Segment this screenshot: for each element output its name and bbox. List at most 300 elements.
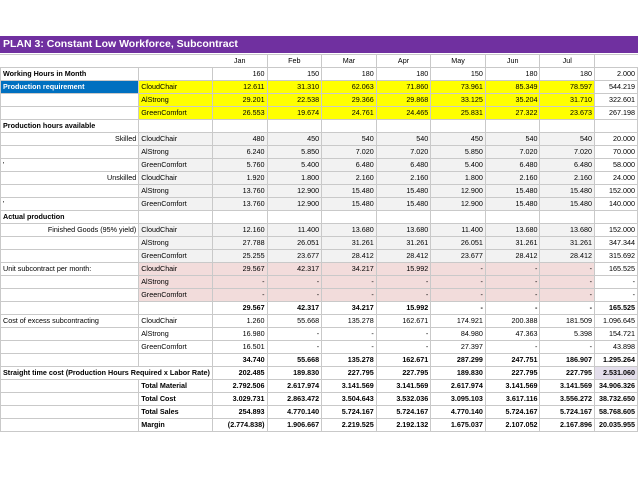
total-cell: 58.768.605 — [595, 406, 638, 419]
month-header: Jul — [540, 55, 595, 68]
month-value-cell: 3.095.103 — [431, 393, 486, 406]
total-cell: 58.000 — [595, 159, 638, 172]
row-label — [1, 185, 139, 198]
month-value-cell: 1.675.037 — [431, 419, 486, 432]
month-value-cell: 1.920 — [212, 172, 267, 185]
month-value-cell — [485, 211, 540, 224]
row-label: Production hours available — [1, 120, 139, 133]
month-value-cell: 33.125 — [431, 94, 486, 107]
product-label: AlStrong — [139, 146, 213, 159]
month-value-cell: 13.760 — [212, 198, 267, 211]
table-row — [1, 341, 638, 354]
month-value-cell: 13.680 — [322, 224, 377, 237]
total-cell: 43.898 — [595, 341, 638, 354]
table-row — [1, 302, 638, 315]
row-label — [1, 341, 139, 354]
month-value-cell: 28.412 — [540, 250, 595, 263]
month-value-cell: - — [322, 328, 377, 341]
month-value-cell: 2.219.525 — [322, 419, 377, 432]
month-value-cell — [431, 211, 486, 224]
table-row — [1, 68, 638, 81]
month-value-cell: 13.680 — [540, 224, 595, 237]
month-value-cell: - — [485, 302, 540, 315]
month-value-cell: - — [267, 341, 322, 354]
month-value-cell: 13.760 — [212, 185, 267, 198]
month-value-cell: 23.677 — [267, 250, 322, 263]
month-value-cell: 1.800 — [431, 172, 486, 185]
total-cell: 544.219 — [595, 81, 638, 94]
month-value-cell: 42.317 — [267, 302, 322, 315]
month-value-cell: 180 — [485, 68, 540, 81]
total-cell: 70.000 — [595, 146, 638, 159]
month-value-cell: 15.480 — [376, 198, 431, 211]
month-value-cell: 34.740 — [212, 354, 267, 367]
month-value-cell: 450 — [267, 133, 322, 146]
month-value-cell: 5.398 — [540, 328, 595, 341]
month-value-cell: 200.388 — [485, 315, 540, 328]
month-value-cell: 15.992 — [376, 263, 431, 276]
product-label: AlStrong — [139, 276, 213, 289]
month-value-cell: 3.141.569 — [485, 380, 540, 393]
total-cell: 165.525 — [595, 263, 638, 276]
month-value-cell: 2.792.506 — [212, 380, 267, 393]
table-row — [1, 120, 638, 133]
month-value-cell: - — [540, 276, 595, 289]
month-value-cell: 15.480 — [376, 185, 431, 198]
row-label: Unit subcontract per month: — [1, 263, 139, 276]
month-value-cell: 34.217 — [322, 302, 377, 315]
month-value-cell: 29.366 — [322, 94, 377, 107]
month-value-cell — [212, 211, 267, 224]
month-value-cell: 540 — [322, 133, 377, 146]
month-value-cell: 42.317 — [267, 263, 322, 276]
month-value-cell: 13.680 — [376, 224, 431, 237]
month-value-cell — [212, 120, 267, 133]
product-label — [139, 120, 213, 133]
month-value-cell: 24.465 — [376, 107, 431, 120]
month-value-cell: 150 — [267, 68, 322, 81]
row-label — [1, 419, 139, 432]
month-value-cell: 15.480 — [322, 185, 377, 198]
month-value-cell: 7.020 — [376, 146, 431, 159]
month-value-cell: 287.299 — [431, 354, 486, 367]
month-value-cell: 22.538 — [267, 94, 322, 107]
total-cell: 20.035.955 — [595, 419, 638, 432]
month-value-cell: 4.770.140 — [267, 406, 322, 419]
month-value-cell: 186.907 — [540, 354, 595, 367]
table-row — [1, 185, 638, 198]
month-value-cell: - — [376, 328, 431, 341]
product-label: GreenComfort — [139, 289, 213, 302]
month-value-cell: - — [540, 263, 595, 276]
product-label — [139, 211, 213, 224]
table-row — [1, 263, 638, 276]
month-value-cell: - — [267, 276, 322, 289]
month-value-cell: 7.020 — [322, 146, 377, 159]
month-value-cell: 227.795 — [485, 367, 540, 380]
product-label — [139, 354, 213, 367]
row-label — [1, 107, 139, 120]
month-value-cell: 3.532.036 — [376, 393, 431, 406]
total-cell — [595, 211, 638, 224]
month-value-cell: 2.160 — [540, 172, 595, 185]
month-value-cell: 78.597 — [540, 81, 595, 94]
month-value-cell: 15.480 — [540, 198, 595, 211]
month-value-cell: 247.751 — [485, 354, 540, 367]
month-value-cell: 5.724.167 — [485, 406, 540, 419]
table-row — [1, 367, 638, 380]
month-value-cell: 26.051 — [267, 237, 322, 250]
table-row — [1, 250, 638, 263]
month-value-cell: 27.322 — [485, 107, 540, 120]
month-value-cell: 31.261 — [540, 237, 595, 250]
product-label: Total Cost — [139, 393, 213, 406]
month-value-cell: 16.980 — [212, 328, 267, 341]
month-value-cell: 55.668 — [267, 354, 322, 367]
table-row — [1, 393, 638, 406]
month-value-cell: 47.363 — [485, 328, 540, 341]
month-value-cell: 85.349 — [485, 81, 540, 94]
sheet-title: PLAN 3: Constant Low Workforce, Subcontract — [0, 36, 638, 53]
month-value-cell: 6.480 — [322, 159, 377, 172]
total-cell: 152.000 — [595, 185, 638, 198]
row-label — [1, 237, 139, 250]
total-cell: 38.732.650 — [595, 393, 638, 406]
month-value-cell: 5.760 — [212, 159, 267, 172]
table-row — [1, 328, 638, 341]
total-cell: 20.000 — [595, 133, 638, 146]
month-value-cell: 12.611 — [212, 81, 267, 94]
month-value-cell: 162.671 — [376, 354, 431, 367]
row-label: Skilled — [1, 133, 139, 146]
row-label — [1, 380, 139, 393]
row-label — [1, 146, 139, 159]
month-value-cell: 6.240 — [212, 146, 267, 159]
month-value-cell: 19.674 — [267, 107, 322, 120]
month-value-cell: 2.167.896 — [540, 419, 595, 432]
total-cell: 2.531.060 — [595, 367, 638, 380]
month-value-cell: 73.961 — [431, 81, 486, 94]
month-value-cell: 3.141.569 — [322, 380, 377, 393]
month-value-cell: - — [540, 302, 595, 315]
month-value-cell: - — [212, 289, 267, 302]
product-label: GreenComfort — [139, 341, 213, 354]
month-value-cell: 55.668 — [267, 315, 322, 328]
month-value-cell: - — [540, 289, 595, 302]
month-value-cell: 84.980 — [431, 328, 486, 341]
month-value-cell: (2.774.838) — [212, 419, 267, 432]
month-value-cell: - — [322, 341, 377, 354]
month-value-cell — [267, 211, 322, 224]
month-value-cell: 7.020 — [540, 146, 595, 159]
month-value-cell: - — [485, 289, 540, 302]
month-value-cell: 29.567 — [212, 302, 267, 315]
month-value-cell: 227.795 — [540, 367, 595, 380]
row-label: Finished Goods (95% yield) — [1, 224, 139, 237]
month-value-cell: 5.724.167 — [540, 406, 595, 419]
month-value-cell: 29.868 — [376, 94, 431, 107]
total-cell: 267.198 — [595, 107, 638, 120]
month-value-cell: 29.567 — [212, 263, 267, 276]
month-value-cell: 180 — [540, 68, 595, 81]
month-value-cell: 34.217 — [322, 263, 377, 276]
row-label: Cost of excess subcontracting — [1, 315, 139, 328]
month-value-cell — [376, 120, 431, 133]
table-row — [1, 354, 638, 367]
total-cell: 165.525 — [595, 302, 638, 315]
month-value-cell: 181.509 — [540, 315, 595, 328]
month-value-cell: 28.412 — [322, 250, 377, 263]
month-value-cell: 2.107.052 — [485, 419, 540, 432]
product-label: CloudChair — [139, 81, 213, 94]
month-value-cell: - — [485, 341, 540, 354]
table-row — [1, 81, 638, 94]
product-label: CloudChair — [139, 133, 213, 146]
total-cell: 154.721 — [595, 328, 638, 341]
month-value-cell: 25.831 — [431, 107, 486, 120]
month-value-cell: 3.556.272 — [540, 393, 595, 406]
month-value-cell: 3.141.569 — [540, 380, 595, 393]
month-value-cell: - — [267, 328, 322, 341]
month-value-cell: 5.724.167 — [376, 406, 431, 419]
month-header: Apr — [376, 55, 431, 68]
month-value-cell: 15.480 — [540, 185, 595, 198]
month-value-cell: 135.278 — [322, 354, 377, 367]
month-value-cell: 62.063 — [322, 81, 377, 94]
month-value-cell: 12.900 — [267, 185, 322, 198]
month-value-cell: - — [212, 276, 267, 289]
month-value-cell: - — [485, 276, 540, 289]
month-value-cell — [376, 211, 431, 224]
month-value-cell: 13.680 — [485, 224, 540, 237]
row-label — [1, 393, 139, 406]
month-value-cell: 23.673 — [540, 107, 595, 120]
month-value-cell: 1.260 — [212, 315, 267, 328]
month-value-cell: 227.795 — [322, 367, 377, 380]
product-label: AlStrong — [139, 185, 213, 198]
month-value-cell: 12.900 — [431, 185, 486, 198]
product-label: GreenComfort — [139, 107, 213, 120]
month-value-cell: 31.261 — [376, 237, 431, 250]
month-value-cell: 180 — [376, 68, 431, 81]
product-label: AlStrong — [139, 237, 213, 250]
month-value-cell: 162.671 — [376, 315, 431, 328]
table-row — [1, 94, 638, 107]
row-label: Unskilled — [1, 172, 139, 185]
month-value-cell: 2.160 — [322, 172, 377, 185]
month-value-cell: 25.255 — [212, 250, 267, 263]
row-label: Production requirement — [1, 81, 139, 94]
total-cell: - — [595, 276, 638, 289]
month-value-cell: 12.900 — [431, 198, 486, 211]
product-label: CloudChair — [139, 315, 213, 328]
month-value-cell: 12.160 — [212, 224, 267, 237]
month-header: May — [431, 55, 486, 68]
table-row — [1, 172, 638, 185]
month-value-cell: 26.553 — [212, 107, 267, 120]
month-value-cell: - — [376, 276, 431, 289]
header-blank — [595, 55, 638, 68]
row-label — [1, 250, 139, 263]
row-label: ' — [1, 159, 139, 172]
month-value-cell: 15.480 — [322, 198, 377, 211]
product-label: CloudChair — [139, 263, 213, 276]
month-value-cell: 254.893 — [212, 406, 267, 419]
month-value-cell: 4.770.140 — [431, 406, 486, 419]
month-value-cell: 28.412 — [485, 250, 540, 263]
month-value-cell — [485, 120, 540, 133]
total-cell: 347.344 — [595, 237, 638, 250]
header-blank — [139, 55, 213, 68]
total-cell: 1.096.645 — [595, 315, 638, 328]
table-row — [1, 315, 638, 328]
month-value-cell: 150 — [431, 68, 486, 81]
table-row — [1, 211, 638, 224]
month-value-cell: 6.480 — [376, 159, 431, 172]
month-value-cell: 15.480 — [485, 185, 540, 198]
month-value-cell: - — [485, 263, 540, 276]
month-value-cell: 1.800 — [267, 172, 322, 185]
month-value-cell: 3.141.569 — [376, 380, 431, 393]
month-value-cell: - — [431, 289, 486, 302]
table-row — [1, 380, 638, 393]
product-label: AlStrong — [139, 328, 213, 341]
month-value-cell — [431, 120, 486, 133]
month-value-cell: - — [376, 289, 431, 302]
total-cell: 322.601 — [595, 94, 638, 107]
month-value-cell: 189.830 — [267, 367, 322, 380]
plan-table — [0, 54, 638, 432]
month-value-cell: 11.400 — [431, 224, 486, 237]
table-row — [1, 146, 638, 159]
month-header: Jun — [485, 55, 540, 68]
month-value-cell: 6.480 — [485, 159, 540, 172]
table-row — [1, 276, 638, 289]
month-value-cell: 31.710 — [540, 94, 595, 107]
month-value-cell: 540 — [485, 133, 540, 146]
table-row — [1, 159, 638, 172]
month-value-cell — [322, 120, 377, 133]
product-label: GreenComfort — [139, 250, 213, 263]
month-header: Jan — [212, 55, 267, 68]
table-row — [1, 133, 638, 146]
product-label: AlStrong — [139, 94, 213, 107]
row-label — [1, 94, 139, 107]
month-value-cell — [540, 211, 595, 224]
month-value-cell: 2.617.974 — [431, 380, 486, 393]
table-row — [1, 419, 638, 432]
table-row — [1, 289, 638, 302]
row-label: Actual production — [1, 211, 139, 224]
month-value-cell: 29.201 — [212, 94, 267, 107]
total-cell: 1.295.264 — [595, 354, 638, 367]
month-value-cell: 450 — [431, 133, 486, 146]
product-label: CloudChair — [139, 224, 213, 237]
total-cell: 315.692 — [595, 250, 638, 263]
month-value-cell: 71.860 — [376, 81, 431, 94]
product-label — [139, 302, 213, 315]
row-label — [1, 302, 139, 315]
month-value-cell: 135.278 — [322, 315, 377, 328]
month-value-cell: 5.850 — [431, 146, 486, 159]
month-value-cell: 24.761 — [322, 107, 377, 120]
month-value-cell: 11.400 — [267, 224, 322, 237]
month-value-cell: 2.192.132 — [376, 419, 431, 432]
month-value-cell: 1.906.667 — [267, 419, 322, 432]
total-cell — [595, 120, 638, 133]
month-value-cell: - — [322, 276, 377, 289]
month-value-cell: - — [431, 263, 486, 276]
month-value-cell: 540 — [376, 133, 431, 146]
product-label: GreenComfort — [139, 198, 213, 211]
month-header-row — [1, 55, 638, 68]
month-value-cell: 16.501 — [212, 341, 267, 354]
month-value-cell: - — [431, 302, 486, 315]
month-value-cell: 31.261 — [485, 237, 540, 250]
month-value-cell: 15.992 — [376, 302, 431, 315]
table-row — [1, 406, 638, 419]
month-header: Mar — [322, 55, 377, 68]
row-label — [1, 328, 139, 341]
month-value-cell: 23.677 — [431, 250, 486, 263]
month-value-cell: 7.020 — [485, 146, 540, 159]
month-value-cell: 189.830 — [431, 367, 486, 380]
month-value-cell: - — [376, 341, 431, 354]
product-label — [139, 68, 213, 81]
product-label: GreenComfort — [139, 159, 213, 172]
product-label: Total Sales — [139, 406, 213, 419]
month-value-cell: 2.160 — [485, 172, 540, 185]
total-cell: 152.000 — [595, 224, 638, 237]
month-value-cell: - — [267, 289, 322, 302]
month-value-cell: 480 — [212, 133, 267, 146]
month-value-cell: - — [322, 289, 377, 302]
row-label: ' — [1, 198, 139, 211]
month-value-cell: 3.504.643 — [322, 393, 377, 406]
month-value-cell: 3.617.116 — [485, 393, 540, 406]
month-value-cell: 12.900 — [267, 198, 322, 211]
month-value-cell: 27.397 — [431, 341, 486, 354]
table-row — [1, 107, 638, 120]
header-blank — [1, 55, 139, 68]
month-value-cell: 5.850 — [267, 146, 322, 159]
month-value-cell: - — [540, 341, 595, 354]
month-value-cell: 35.204 — [485, 94, 540, 107]
month-value-cell: 3.029.731 — [212, 393, 267, 406]
table-row — [1, 198, 638, 211]
product-label: CloudChair — [139, 172, 213, 185]
table-row — [1, 237, 638, 250]
month-value-cell: 5.400 — [431, 159, 486, 172]
total-cell: 2.000 — [595, 68, 638, 81]
row-label: Straight time cost (Production Hours Required x Labor Rate) — [1, 367, 213, 380]
month-value-cell: - — [431, 276, 486, 289]
month-value-cell: 2.617.974 — [267, 380, 322, 393]
month-value-cell: 202.485 — [212, 367, 267, 380]
month-value-cell: 227.795 — [376, 367, 431, 380]
month-value-cell: 160 — [212, 68, 267, 81]
row-label — [1, 289, 139, 302]
month-value-cell — [322, 211, 377, 224]
month-value-cell: 28.412 — [376, 250, 431, 263]
row-label — [1, 406, 139, 419]
month-value-cell: 2.863.472 — [267, 393, 322, 406]
month-value-cell — [267, 120, 322, 133]
month-value-cell — [540, 120, 595, 133]
month-value-cell: 31.261 — [322, 237, 377, 250]
month-header: Feb — [267, 55, 322, 68]
row-label — [1, 276, 139, 289]
